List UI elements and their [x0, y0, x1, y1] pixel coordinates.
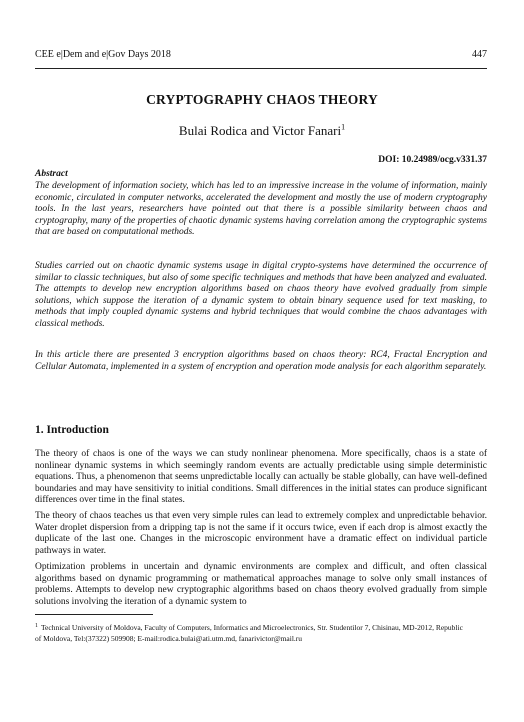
page-number: 447: [472, 49, 487, 60]
doi: DOI: 10.24989/ocg.v331.37: [378, 155, 487, 165]
abstract-paragraph: In this article there are presented 3 encryption algorithms based on chaos theory: RC4, Fractal Encryption and Cellular Automata, implemented in a system of encryption and operation mode analysis for each algorithm separately.: [35, 350, 487, 372]
abstract-heading: Abstract: [35, 169, 68, 179]
footnote: [35, 622, 465, 644]
author-footnote-marker: 1: [341, 122, 346, 132]
body-paragraph: The theory of chaos teaches us that even very simple rules can lead to extremely complex and unpredictable behavior. Water droplet dispersion from a dripping tap is not the same if it occurs twice, even if each drop is almost exactly the duplicate of the last one. Changes in the microscopic environment have a dramatic effect on individual particle pathways in water.: [35, 511, 487, 556]
footnote-marker: 1: [35, 622, 38, 629]
paper-title: CRYPTOGRAPHY CHAOS THEORY: [146, 92, 378, 107]
abstract-paragraph: Studies carried out on chaotic dynamic systems usage in digital crypto-systems have determined the occurrence of similar to classic techniques, but also of some specific techniques and methods that have been analyzed and evaluated. The attempts to develop new encryption algorithms based on chaos theory have evolved gradually from simple solutions, which suppose the iteration of a dynamic system to obtain binary sequence used for text masking, to methods that imply coupled dynamic systems and hybrid techniques that would combine the chaos advantages with classical methods.: [35, 261, 487, 329]
body-paragraph: The theory of chaos is one of the ways we can study nonlinear phenomena. More specifically, chaos is a state of nonlinear dynamic systems in which seemingly random events are actually predictable using simple deterministic equations. Thus, a phenomenon that seems unpredictable locally can actually be stable globally, can have well-defined boundaries and may have sensitivity to initial conditions. Small differences in the initial states can produce significant differences over time in the final states.: [35, 449, 487, 506]
footnote-divider: [35, 614, 153, 615]
header-divider: [35, 68, 487, 69]
body-paragraph: Optimization problems in uncertain and dynamic environments are complex and difficult, and often classical algorithms based on dynamic programming or mathematical approaches manage to solve only small instances of problems. Attempts to develop new cryptographic algorithms based on chaos theory evolved gradually from simple solutions involving the iteration of a dynamic system to: [35, 562, 487, 607]
section-heading: 1. Introduction: [35, 424, 109, 436]
running-header: CEE e|Dem and e|Gov Days 2018: [35, 49, 171, 60]
footnote-text: Technical University of Moldova, Faculty of Computers, Informatics and Microelectronics, Str. Studentilor 7, Chisinau, MD-2012, Republic of Moldova, Tel:(37322) 509908; E-mail:rodica.bulai@ati.utm.md, fanarivictor@mail.ru: [35, 623, 463, 643]
authors: Bulai Rodica and Victor Fanari: [178, 123, 342, 138]
abstract-paragraph: The development of information society, which has led to an impressive increase in the volume of information, mainly economic, circulated in computer networks, accelerated the development and mostly the use of modern cryptography tools. In the last years, researchers have pointed out that there is a possible similarity between chaos and cryptography, many of the properties of chaotic dynamic systems having correlation among the cryptographic systems that are based on computational methods.: [35, 181, 487, 238]
author-line: [0, 123, 524, 139]
